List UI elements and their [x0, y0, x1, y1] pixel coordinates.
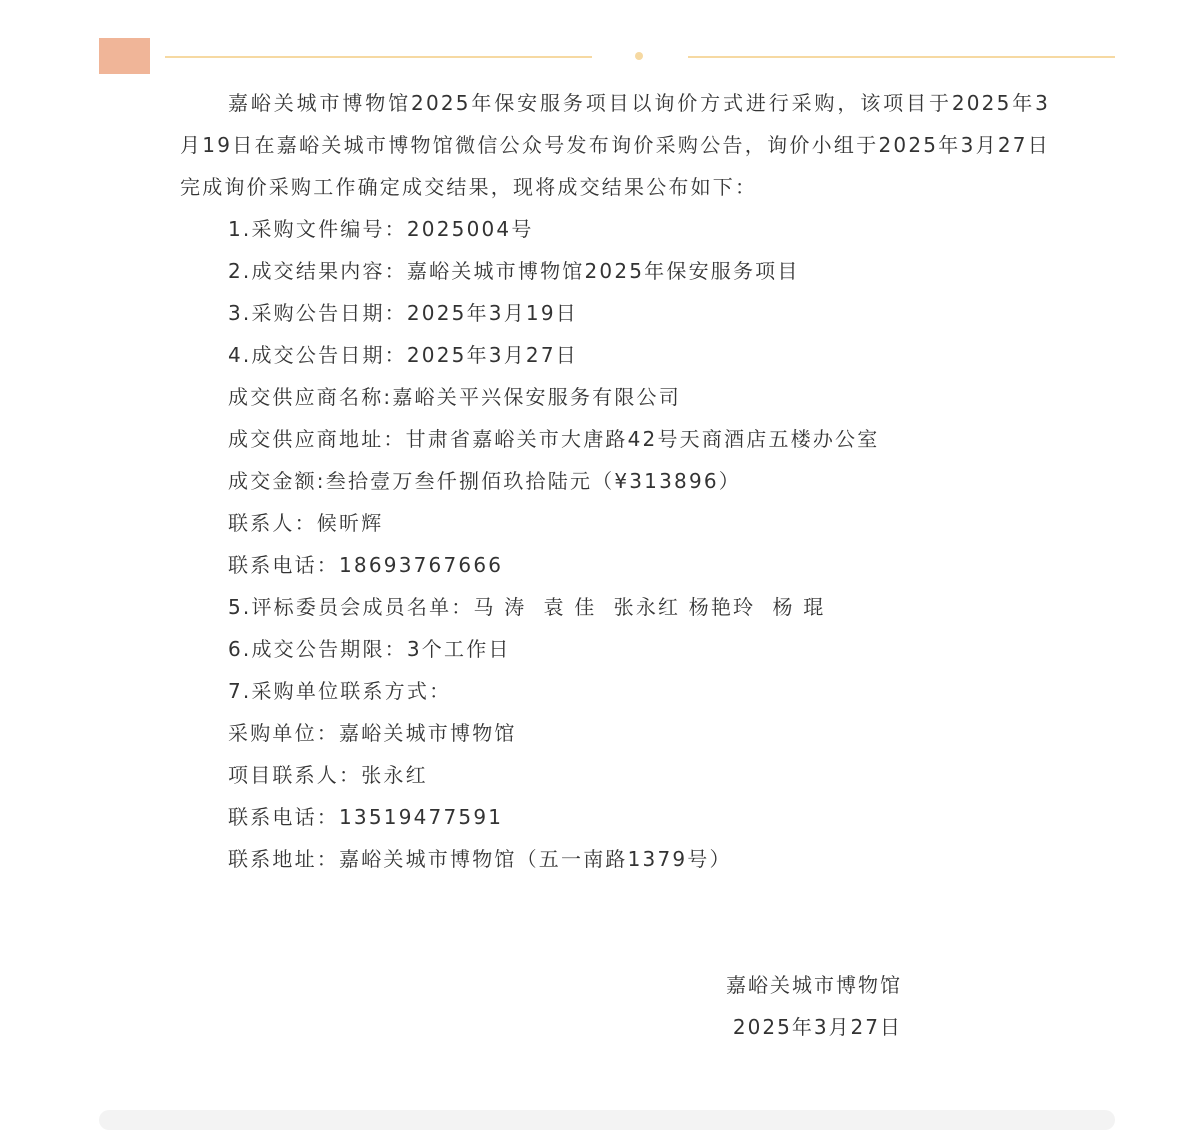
item-purchaser-address: 联系地址：嘉峪关城市博物馆（五一南路1379号）	[228, 847, 732, 871]
item-notice-period: 6.成交公告期限：3个工作日	[228, 637, 511, 661]
item-purchaser-contact-heading: 7.采购单位联系方式：	[228, 679, 452, 703]
header-divider-left	[165, 56, 592, 58]
footer-bar	[99, 1110, 1115, 1130]
item-supplier-phone: 联系电话：18693767666	[228, 553, 504, 577]
item-purchaser: 采购单位：嘉峪关城市博物馆	[228, 721, 517, 745]
item-project-contact: 项目联系人：张永红	[228, 763, 428, 787]
signature-org: 嘉峪关城市博物馆	[726, 973, 902, 997]
item-supplier-contact: 联系人：候昕辉	[228, 511, 384, 535]
item-award-notice-date: 4.成交公告日期：2025年3月27日	[228, 343, 578, 367]
item-procurement-notice-date: 3.采购公告日期：2025年3月19日	[228, 301, 578, 325]
item-result-content: 2.成交结果内容：嘉峪关城市博物馆2025年保安服务项目	[228, 259, 800, 283]
item-supplier-name: 成交供应商名称:嘉峪关平兴保安服务有限公司	[228, 385, 681, 409]
item-award-amount: 成交金额:叁拾壹万叁仟捌佰玖拾陆元（¥313896）	[228, 469, 742, 493]
intro-paragraph: 嘉峪关城市博物馆2025年保安服务项目以询价方式进行采购，该项目于2025年3月19日在嘉峪关城市博物馆微信公众号发布询价采购公告，询价小组于2025年3月27日完成询价采购工作确定成交结果，现将成交结果公布如下：	[180, 91, 1050, 199]
header-divider-right	[688, 56, 1115, 58]
header-divider-dot	[635, 52, 643, 60]
signature-block	[680, 964, 902, 1048]
item-committee-members: 5.评标委员会成员名单：马 涛 袁 佳 张永红 杨艳玲 杨 琨	[228, 595, 826, 619]
item-purchaser-phone: 联系电话：13519477591	[228, 805, 504, 829]
announcement-body	[180, 82, 1050, 880]
header-accent-square	[99, 38, 150, 74]
signature-date: 2025年3月27日	[732, 1015, 902, 1039]
item-supplier-address: 成交供应商地址：甘肃省嘉峪关市大唐路42号天商酒店五楼办公室	[228, 427, 880, 451]
item-document-number: 1.采购文件编号：2025004号	[228, 217, 534, 241]
